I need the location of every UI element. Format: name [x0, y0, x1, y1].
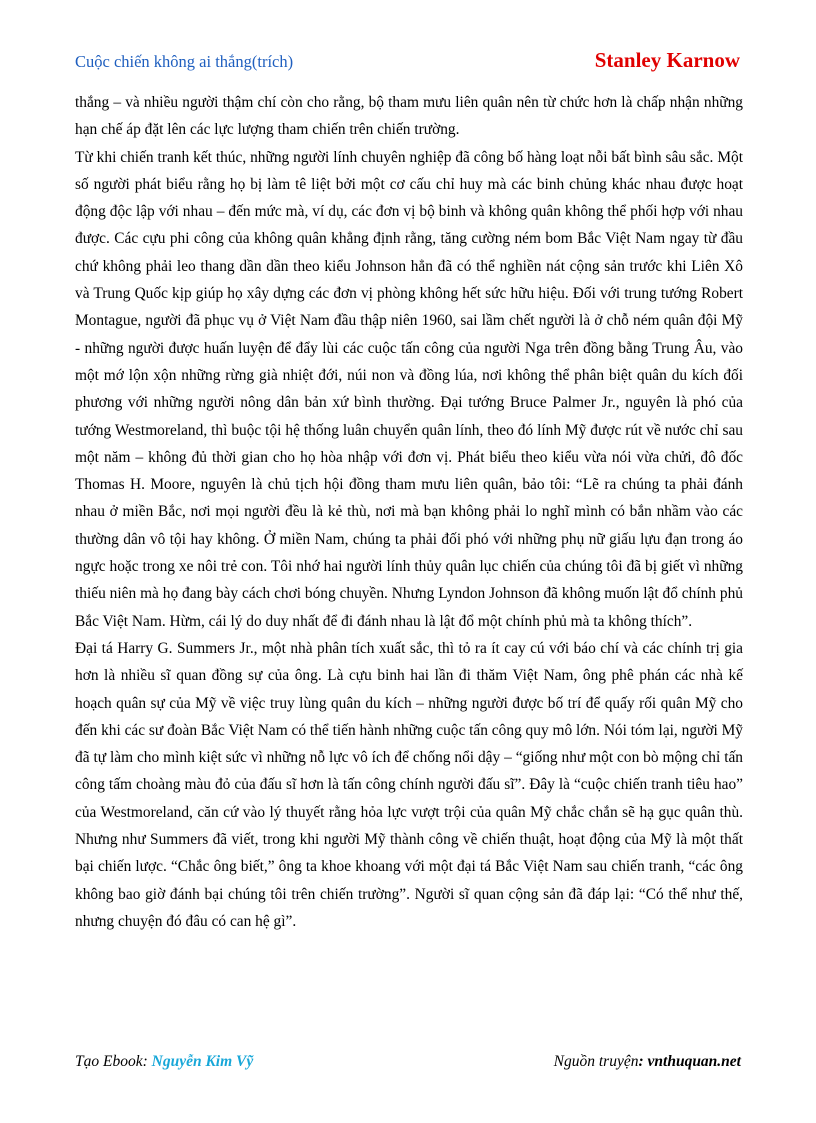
- source-credit: [554, 1053, 741, 1071]
- ebook-credit: [75, 1053, 253, 1071]
- paragraph-1: thắng – và nhiều người thậm chí còn cho rằng, bộ tham mưu liên quân nên từ chức hơn là chấp nhận những hạn chế áp đặt lên các lực lượng tham chiến trên chiến trường.: [75, 94, 743, 139]
- page-footer: [75, 1053, 741, 1071]
- ebook-separator: :: [142, 1053, 152, 1070]
- source-site: vnthuquan.net: [647, 1053, 741, 1070]
- page-header: [75, 48, 740, 76]
- source-label: Nguồn truyện: [553, 1053, 639, 1070]
- ebook-label: Tạo Ebook: [75, 1053, 143, 1070]
- author-name: Stanley Karnow: [594, 48, 740, 72]
- paragraph-3: Đại tá Harry G. Summers Jr., một nhà phân tích xuất sắc, thì tỏ ra ít cay cú với báo chí và các chính trị gia hơn là nhiều sĩ quan đồng sự của ông. Là cựu binh hai lần đi thăm Việt Nam, ông phê phán các nhà kế hoạch quân sự của Mỹ về việc truy lùng quân du kích – những người được bố trí để quấy rối quân Mỹ cho đến khi các sư đoàn Bắc Việt Nam có thể tiến hành những cuộc tấn công quy mô lớn. Nói tóm lại, người Mỹ đã tự làm cho mình kiệt sức vì những nỗ lực vô ích để chống nổi dậy – “giống như một con bò mộng chỉ tấn công tấm choàng màu đỏ của đấu sĩ hơn là tấn công chính người đấu sĩ”. Đây là “cuộc chiến tranh tiêu hao” của Westmoreland, căn cứ vào lý thuyết rằng hỏa lực vượt trội của quân Mỹ chắc chắn sẽ hạ gục quân thù. Nhưng như Summers đã viết, trong khi người Mỹ thành công về chiến thuật, hoạt động của Mỹ là một thất bại chiến lược. “Chắc ông biết,” ông ta khoe khoang với một đại tá Bắc Việt Nam sau chiến tranh, “các ông không bao giờ đánh bại chúng tôi trên chiến trường”. Người sĩ quan cộng sản đã đáp lại: “Có thể như thế, nhưng chuyện đó đâu có can hệ gì”.: [75, 639, 743, 930]
- paragraph-2: Từ khi chiến tranh kết thúc, những người lính chuyên nghiệp đã công bố hàng loạt nỗi bất bình sâu sắc. Một số người phát biểu rằng họ bị làm tê liệt bởi một cơ cấu chỉ huy mà các binh chủng khác nhau được hoạt động độc lập với nhau – đến mức mà, ví dụ, các đơn vị bộ binh và không quân không thể phối hợp với nhau được. Các cựu phi công của không quân khẳng định rằng, tăng cường ném bom Bắc Việt Nam ngay từ đầu chứ không phải leo thang dần dần theo kiểu Johnson hẳn đã có thể nghiền nát cộng sản trước khi Liên Xô và Trung Quốc kịp giúp họ xây dựng các đơn vị phòng không hết sức hữu hiệu. Đối với trung tướng Robert Montague, người đã phục vụ ở Việt Nam đầu thập niên 1960, sai lầm chết người là ở chỗ ném quân đội Mỹ - những người được huấn luyện để đẩy lùi các cuộc tấn công của người Nga trên đồng bằng Trung Âu, vào một mớ lộn xộn những rừng già nhiệt đới, núi non và đồng lúa, nơi không thể phân biệt quân du kích đối phương với những người nông dân bản xứ bình thường. Đại tướng Bruce Palmer Jr., nguyên là phó của tướng Westmoreland, thì buộc tội hệ thống luân chuyển quân lính, theo đó lính Mỹ được rút về nước chỉ sau một năm – không đủ thời gian cho họ hòa nhập với đơn vị. Phát biểu theo kiểu vừa nói vừa chửi, đô đốc Thomas H. Moore, nguyên là chủ tịch hội đồng tham mưu liên quân, bảo tôi: “Lẽ ra chúng ta phải đánh nhau ở miền Bắc, nơi mọi người đều là kẻ thù, nơi mà bạn không phải lo nghĩ mình có bắn nhầm vào các thường dân vô tội hay không. Ở miền Nam, chúng ta phải đối phó với những phụ nữ giấu lựu đạn trong áo ngực hoặc trong xe nôi trẻ con. Tôi nhớ hai người lính thủy quân lục chiến của chúng tôi đã bị giết vì những thiếu niên mà họ đang bày cách chơi bóng chuyền. Nhưng Lyndon Johnson đã không muốn lật đổ chính phủ Bắc Việt Nam. Hừm, cái lý do duy nhất để đi đánh nhau là lật đổ một chính phủ mà ta không thích”.: [75, 148, 743, 630]
- source-separator: :: [638, 1053, 648, 1070]
- page-body: [75, 89, 743, 935]
- book-title: Cuộc chiến không ai thắng(trích): [75, 52, 294, 71]
- ebook-creator: Nguyễn Kim Vỹ: [151, 1053, 254, 1070]
